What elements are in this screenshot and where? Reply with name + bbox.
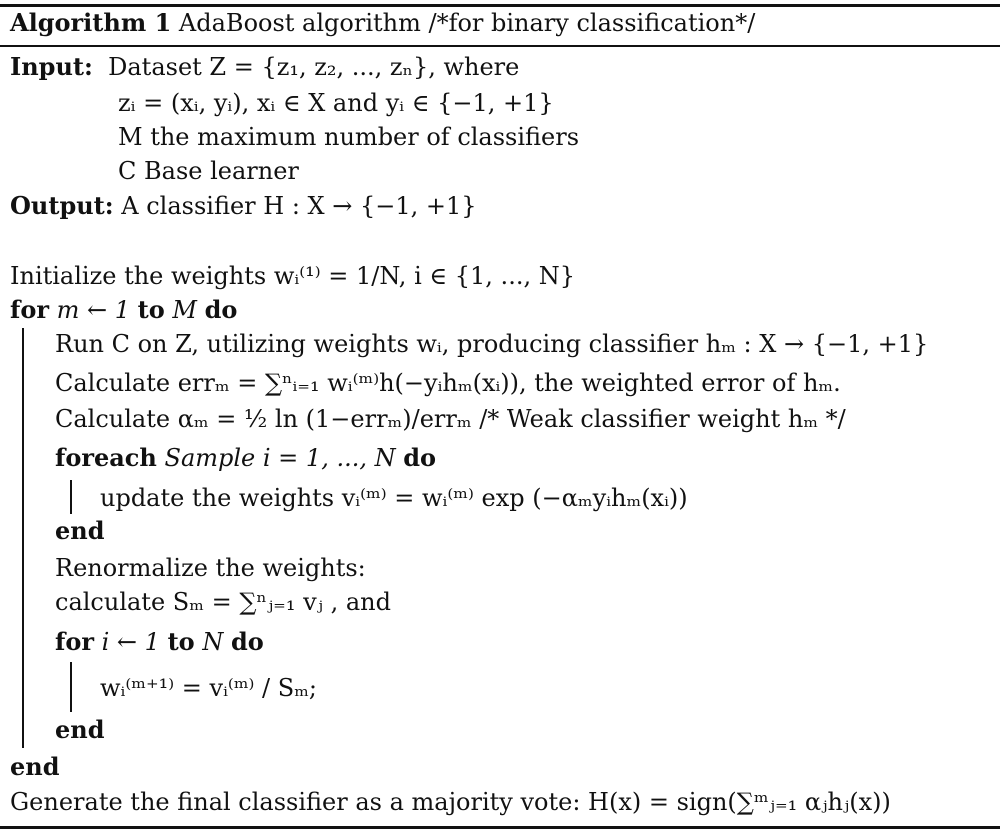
foreach-block-bar xyxy=(70,480,72,514)
input-sample-def: zᵢ = (xᵢ, yᵢ), xᵢ ∈ X and yᵢ ∈ {−1, +1} xyxy=(118,89,554,117)
caption-rule xyxy=(0,45,1000,47)
output-text: A classifier H : X → {−1, +1} xyxy=(121,192,477,220)
renormalize-line: Renormalize the weights: xyxy=(55,554,366,582)
for-keyword: for xyxy=(10,295,49,324)
for-i-range-end: N xyxy=(202,628,224,656)
calc-sum-line: calculate Sₘ = ∑ⁿⱼ₌₁ vⱼ , and xyxy=(55,588,391,616)
for-m-end-keyword: end xyxy=(10,752,60,781)
algorithm-caption xyxy=(10,8,755,38)
foreach-keyword: foreach xyxy=(55,443,157,472)
for-i-end-keyword: end xyxy=(55,715,105,744)
for-i-to-keyword: to xyxy=(167,627,195,656)
update-weights-line: update the weights vᵢ⁽ᵐ⁾ = wᵢ⁽ᵐ⁾ exp (−αₘyᵢhₘ(xᵢ)) xyxy=(100,484,688,512)
input-base-learner: C Base learner xyxy=(118,157,299,185)
alpha-calc-line: Calculate αₘ = ½ ln (1−errₘ)/errₘ /* Weak classifier weight hₘ */ xyxy=(55,405,846,433)
algorithm-title: AdaBoost algorithm /*for binary classification*/ xyxy=(178,9,756,37)
input-label: Input: xyxy=(10,52,93,81)
output-line xyxy=(10,191,477,221)
final-classifier-line: Generate the final classifier as a majority vote: H(x) = sign(∑ᵐⱼ₌₁ αⱼhⱼ(x)) xyxy=(10,788,891,816)
output-label: Output: xyxy=(10,191,114,220)
foreach-do-keyword: do xyxy=(403,443,437,472)
for-i-range-start: i ← 1 xyxy=(101,628,160,656)
algorithm-label: Algorithm 1 xyxy=(10,8,172,37)
foreach-range: Sample i = 1, ..., N xyxy=(164,444,396,472)
to-keyword: to xyxy=(137,295,165,324)
input-max-classifiers: M the maximum number of classifiers xyxy=(118,123,580,151)
for-range-end: M xyxy=(172,296,197,324)
weight-normalize-line: wᵢ⁽ᵐ⁺¹⁾ = vᵢ⁽ᵐ⁾ / Sₘ; xyxy=(100,674,318,702)
for-i-line xyxy=(55,627,264,657)
error-calc-line: Calculate errₘ = ∑ⁿᵢ₌₁ wᵢ⁽ᵐ⁾h(−yᵢhₘ(xᵢ)), the weighted error of hₘ. xyxy=(55,369,841,397)
foreach-line xyxy=(55,443,436,473)
forN-block-bar xyxy=(70,662,72,712)
init-weights-line: Initialize the weights wᵢ⁽¹⁾ = 1/N, i ∈ {1, ..., N} xyxy=(10,262,575,290)
for-m-line xyxy=(10,295,237,325)
bottom-rule xyxy=(0,826,1000,829)
for-i-do-keyword: do xyxy=(230,627,264,656)
input-dataset: Dataset Z = {z₁, z₂, ..., zₙ}, where xyxy=(108,53,520,81)
for-block-bar xyxy=(22,328,24,748)
for-range-start: m ← 1 xyxy=(56,296,131,324)
input-line xyxy=(10,52,519,82)
run-base-learner-line: Run C on Z, utilizing weights wᵢ, producing classifier hₘ : X → {−1, +1} xyxy=(55,330,929,358)
for-i-keyword: for xyxy=(55,627,94,656)
do-keyword: do xyxy=(204,295,238,324)
top-rule xyxy=(0,4,1000,7)
foreach-end-keyword: end xyxy=(55,516,105,545)
